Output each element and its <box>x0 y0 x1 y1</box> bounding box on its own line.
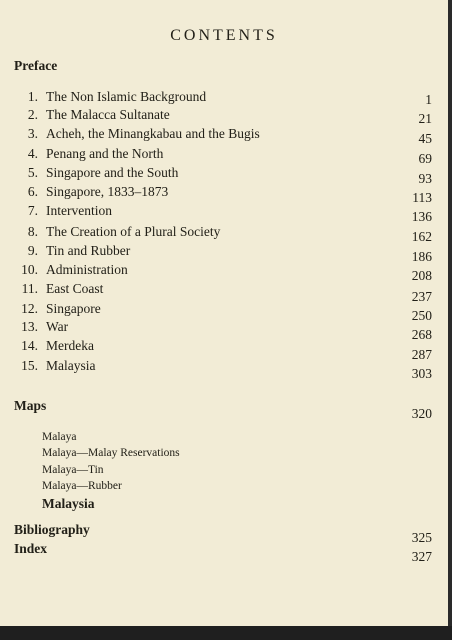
toc-row <box>0 358 448 381</box>
chapter-number: 1. <box>27 89 38 104</box>
preface-heading: Preface <box>14 58 58 73</box>
toc-row <box>0 262 448 283</box>
chapter-page: 113 <box>412 190 432 205</box>
toc-row <box>0 319 448 342</box>
chapter-title: Intervention <box>46 203 112 218</box>
chapter-number: 11. <box>21 281 38 296</box>
toc-row <box>0 89 448 107</box>
map-item: Malaya—Malay Reservations <box>42 447 180 459</box>
chapter-title: The Non Islamic Background <box>46 89 207 104</box>
toc-row <box>0 146 448 164</box>
chapter-number: 14. <box>21 338 38 353</box>
page-edge <box>448 0 452 640</box>
chapter-page: 93 <box>418 171 432 186</box>
chapter-number: 6. <box>27 184 38 199</box>
toc-row <box>0 184 448 205</box>
map-item: Malaysia <box>42 496 95 511</box>
map-item: Malaya <box>42 431 77 443</box>
bibliography-heading: Bibliography <box>14 522 90 537</box>
chapter-number: 10. <box>21 262 38 277</box>
chapter-number: 12. <box>21 301 38 316</box>
toc-row <box>0 224 448 242</box>
chapter-page: 136 <box>411 209 432 224</box>
chapter-page: 268 <box>411 327 432 342</box>
chapter-title: The Creation of a Plural Society <box>46 224 221 239</box>
chapter-title: Singapore <box>46 301 101 316</box>
page-bottom-shadow <box>0 626 452 640</box>
chapter-title: Merdeka <box>46 338 94 353</box>
index-heading: Index <box>14 541 48 556</box>
maps-page: 320 <box>411 406 432 421</box>
chapter-number: 5. <box>27 165 38 180</box>
chapter-page: 186 <box>411 249 432 264</box>
chapter-number: 8. <box>27 224 38 239</box>
chapter-page: 1 <box>425 92 432 107</box>
chapter-page: 250 <box>411 308 432 323</box>
chapter-title: Acheh, the Minangkabau and the Bugis <box>46 126 260 141</box>
chapter-number: 2. <box>27 107 38 122</box>
chapter-number: 15. <box>21 358 38 373</box>
chapter-page: 237 <box>411 289 432 304</box>
toc-row <box>0 165 448 186</box>
toc-row <box>0 126 448 144</box>
chapter-number: 13. <box>21 319 38 334</box>
chapter-page: 21 <box>418 111 432 126</box>
chapter-number: 7. <box>27 203 38 218</box>
chapter-title: East Coast <box>46 281 104 296</box>
chapter-title: Singapore, 1833–1873 <box>46 184 169 199</box>
chapter-page: 162 <box>411 229 432 244</box>
chapter-title: Penang and the North <box>46 146 164 161</box>
toc-row <box>0 301 448 323</box>
page-title: CONTENTS <box>170 27 278 44</box>
toc-row <box>0 107 448 125</box>
bibliography-page: 325 <box>411 530 432 545</box>
toc-row <box>0 338 448 362</box>
chapter-title: Singapore and the South <box>46 165 179 180</box>
toc-row <box>0 281 448 304</box>
chapter-title: The Malacca Sultanate <box>46 107 170 122</box>
maps-heading: Maps <box>14 398 47 413</box>
chapter-page: 208 <box>411 268 432 283</box>
chapter-number: 4. <box>27 146 38 161</box>
chapter-page: 303 <box>411 366 432 381</box>
chapter-title: Tin and Rubber <box>46 243 131 258</box>
chapter-title: Malaysia <box>46 358 96 373</box>
chapter-title: Administration <box>46 262 128 277</box>
chapter-page: 287 <box>411 347 432 362</box>
toc-row <box>0 243 448 264</box>
index-page: 327 <box>411 549 432 564</box>
chapter-page: 45 <box>418 131 432 146</box>
map-item: Malaya—Rubber <box>42 480 122 492</box>
chapter-number: 9. <box>27 243 38 258</box>
chapter-title: War <box>46 319 69 334</box>
chapter-page: 69 <box>418 151 432 166</box>
toc-row <box>0 203 448 224</box>
map-item: Malaya—Tin <box>42 464 104 476</box>
chapter-number: 3. <box>27 126 38 141</box>
